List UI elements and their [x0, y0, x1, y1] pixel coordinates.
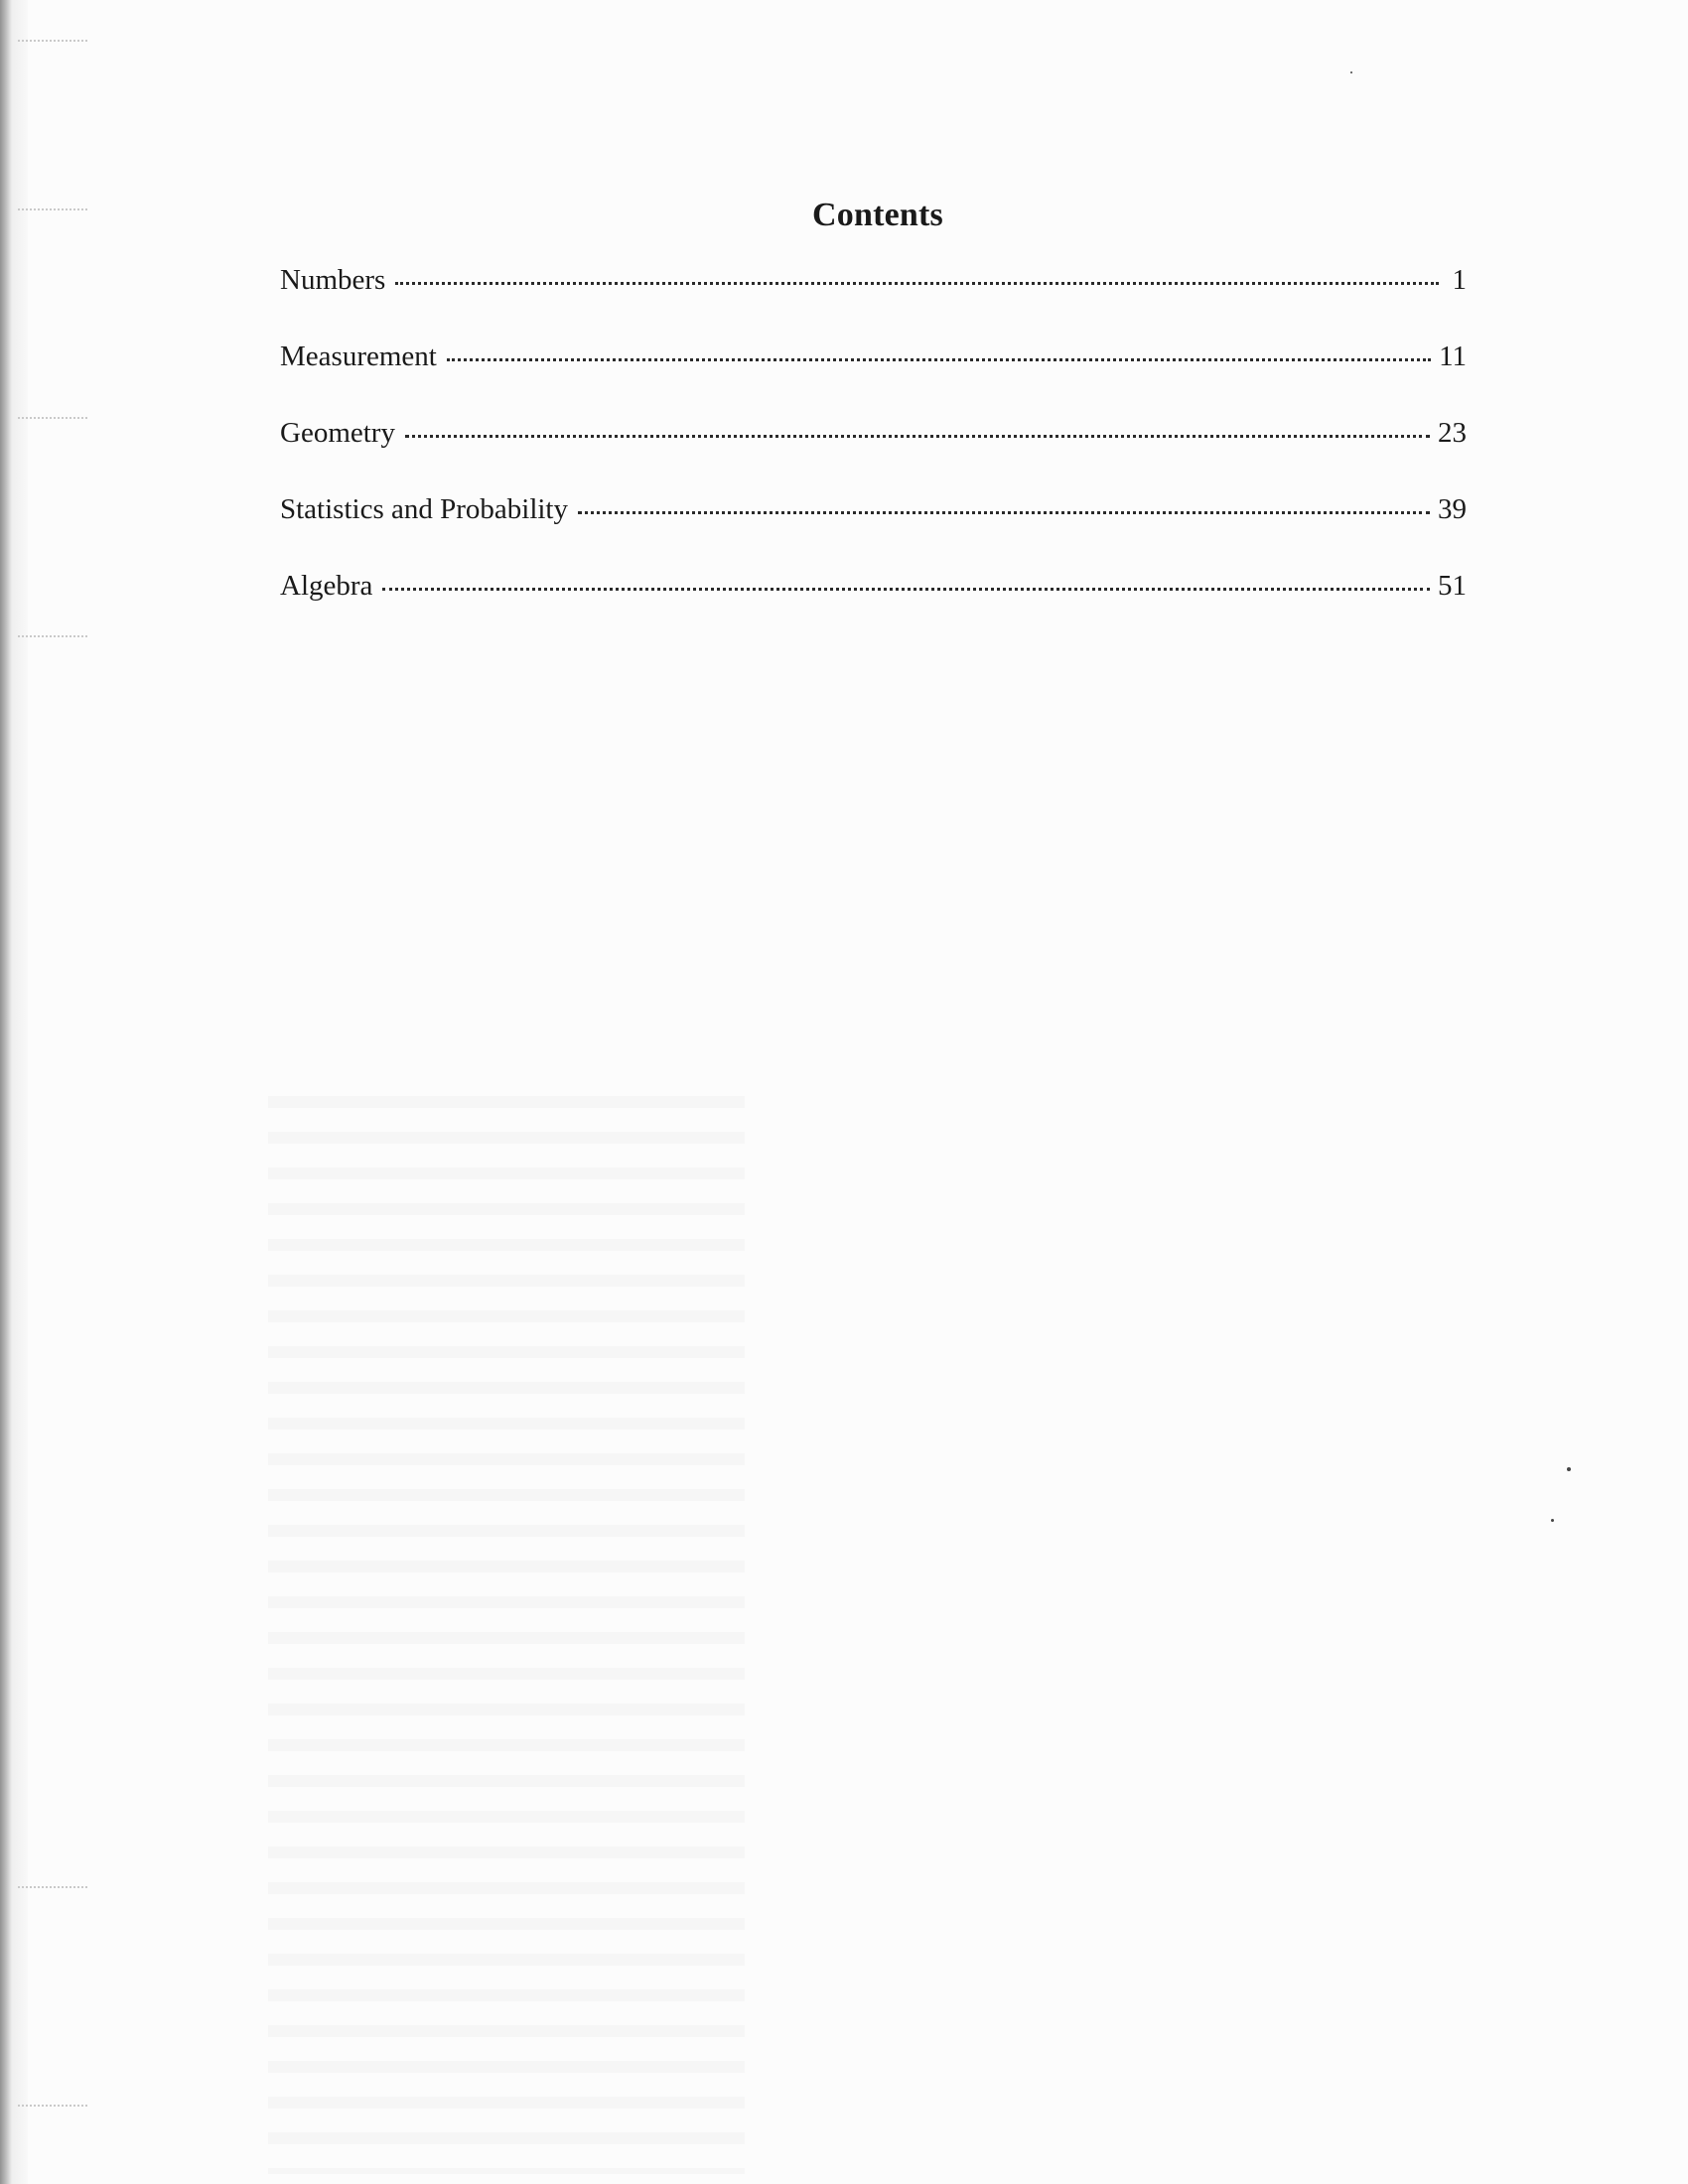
- dust-speck: [1551, 1519, 1554, 1522]
- toc-entry-page: 1: [1452, 264, 1467, 296]
- scan-edge-mark: [18, 1886, 87, 1894]
- toc-entry-page: 51: [1438, 570, 1467, 602]
- toc-entry: [280, 266, 1467, 342]
- dot-leader: [578, 510, 1430, 514]
- scan-edge-mark: [18, 417, 87, 425]
- dot-leader: [395, 281, 1439, 285]
- scan-edge-mark: [18, 635, 87, 643]
- toc-entry-label: Statistics and Probability: [280, 493, 568, 525]
- scan-edge: [0, 0, 28, 2184]
- dot-leader: [405, 434, 1430, 438]
- dot-leader: [447, 357, 1431, 361]
- dust-speck: [1350, 71, 1352, 73]
- toc-list: [280, 266, 1472, 648]
- dot-leader: [382, 587, 1430, 591]
- toc-entry: [280, 572, 1467, 648]
- table-of-contents: [280, 197, 1472, 648]
- scan-edge-mark: [18, 208, 87, 216]
- toc-entry-label: Measurement: [280, 341, 437, 372]
- page-title: Contents: [812, 197, 943, 233]
- toc-entry: [280, 419, 1467, 495]
- toc-entry-page: 23: [1438, 417, 1467, 449]
- dust-speck: [1567, 1467, 1571, 1471]
- bleed-through-text: [268, 1072, 745, 2174]
- toc-entry-label: Algebra: [280, 570, 373, 602]
- scan-edge-mark: [18, 2105, 87, 2113]
- toc-entry-page: 11: [1439, 341, 1467, 372]
- toc-entry-label: Numbers: [280, 264, 386, 296]
- toc-entry-label: Geometry: [280, 417, 395, 449]
- toc-entry-page: 39: [1438, 493, 1467, 525]
- toc-entry: [280, 495, 1467, 572]
- toc-entry: [280, 342, 1467, 419]
- scan-edge-mark: [18, 40, 87, 48]
